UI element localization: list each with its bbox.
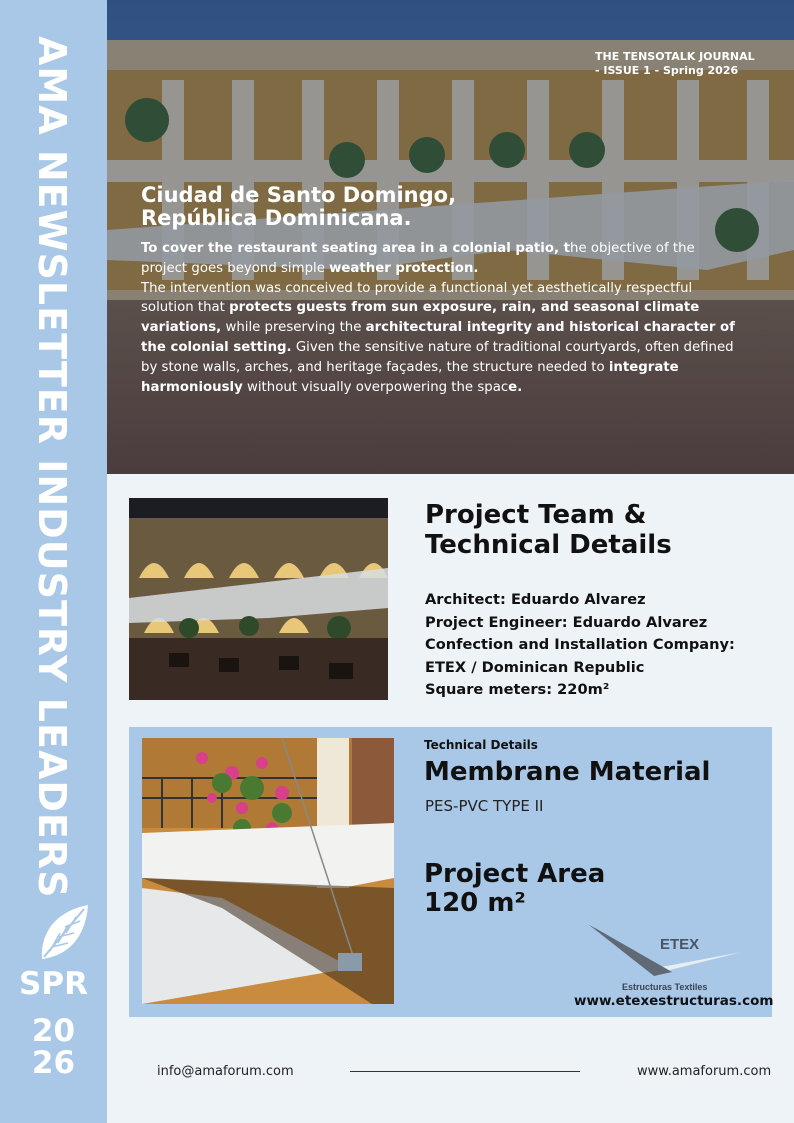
project-area-value: 120 m² (424, 888, 526, 918)
project-team-heading: Project Team & Technical Details (425, 500, 672, 560)
architect-line: Architect: Eduardo Alvarez (425, 591, 646, 608)
body-paragraph: The intervention was conceived to provide a functional yet aesthetically respectful solution that protects guests from sun exposure, rain, and seasonal climate variations, while preserving the architectural integrity and historical character of the colonial setting. Given the sensitive nature of traditional courtyards, often defined by stone walls, arches, and heritage façades, the structure needed to integrate harmoniously without visually overpowering the space. (141, 280, 735, 395)
night-courtyard-photo (129, 498, 388, 700)
company-label: Confection and Installation Company: (425, 636, 735, 653)
company-name: ETEX / Dominican Republic (425, 658, 645, 676)
hero-description (141, 239, 741, 397)
project-team-details (425, 589, 785, 702)
svg-text:Estructuras Textiles: Estructuras Textiles (622, 982, 708, 992)
footer-divider (350, 1071, 580, 1072)
season-label: SPR (19, 966, 88, 1002)
project-area (424, 860, 724, 918)
square-meters-line: Square meters: 220m² (425, 681, 610, 698)
footer-email-link[interactable]: info@amaforum.com (157, 1064, 294, 1079)
hero-title: Ciudad de Santo Domingo, República Dominicana. (141, 183, 457, 230)
leaf-logo-icon (38, 903, 90, 963)
sidebar (0, 0, 107, 1123)
membrane-detail-photo (142, 738, 394, 1004)
etex-logo-icon (582, 918, 752, 993)
project-area-heading: Project Area (424, 859, 606, 889)
svg-text:ETEX: ETEX (660, 936, 700, 953)
membrane-material-heading: Membrane Material (424, 757, 711, 787)
sidebar-title: AMA NEWSLETTER INDUSTRY LEADERS (30, 36, 74, 899)
year-line-2: 26 (31, 1045, 76, 1081)
etex-website-link[interactable]: www.etexestructuras.com (574, 993, 774, 1009)
technical-details-label: Technical Details (424, 738, 538, 752)
intro-paragraph: To cover the restaurant seating area in a colonial patio, the objective of the project goes beyond simple weather protection. (141, 241, 695, 276)
journal-header: THE TENSOTALK JOURNAL - ISSUE 1 - Spring 2026 (595, 50, 755, 77)
footer-website-link[interactable]: www.amaforum.com (637, 1064, 772, 1079)
engineer-line: Project Engineer: Eduardo Alvarez (425, 613, 708, 631)
year-line-1: 20 (31, 1013, 76, 1049)
membrane-material-value: PES-PVC TYPE II (425, 797, 544, 815)
